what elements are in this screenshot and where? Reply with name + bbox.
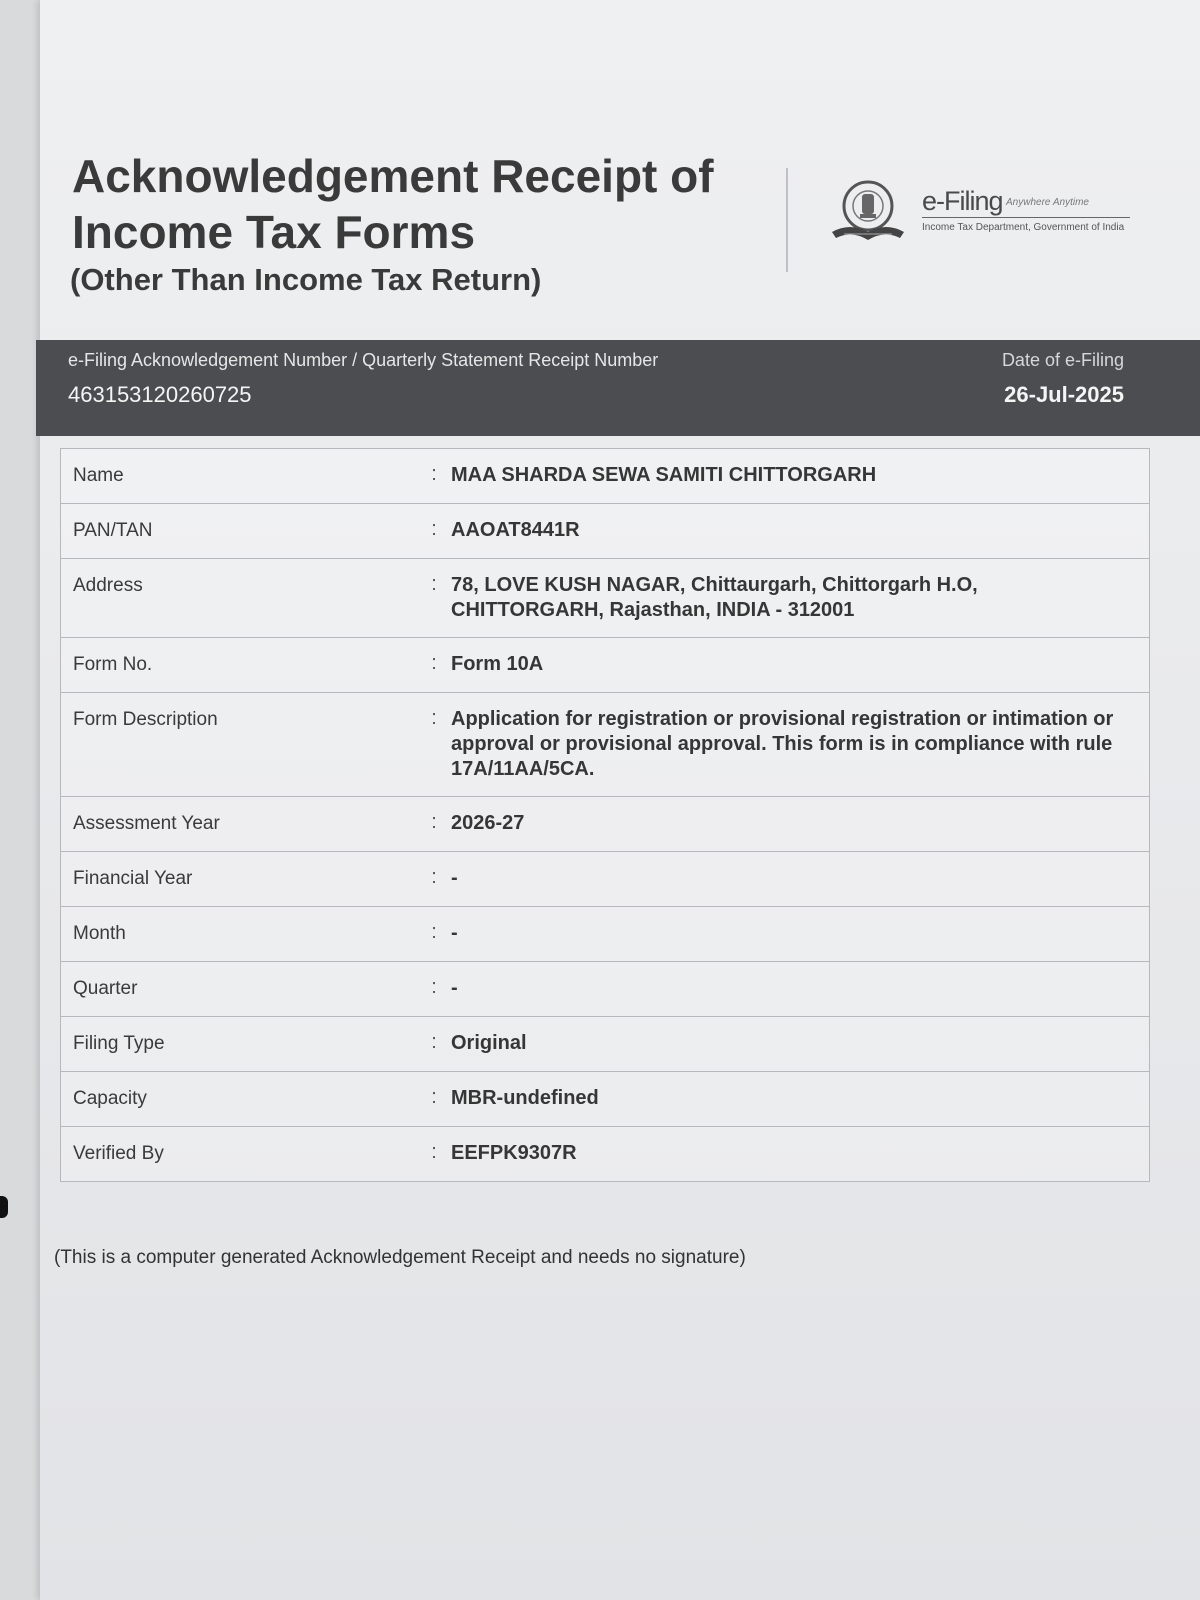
detail-label: Name xyxy=(73,465,124,486)
detail-label: Financial Year xyxy=(73,868,193,889)
detail-label: Quarter xyxy=(73,978,138,999)
detail-separator: : xyxy=(431,1031,437,1053)
detail-value: 2026-27 xyxy=(451,812,525,834)
detail-label: Capacity xyxy=(73,1088,147,1109)
detail-value: - xyxy=(451,977,458,999)
acknowledgement-banner xyxy=(36,340,1200,436)
detail-separator: : xyxy=(431,463,437,485)
detail-separator: : xyxy=(431,707,437,729)
detail-separator: : xyxy=(431,976,437,998)
detail-row-assessment-year xyxy=(61,796,1149,851)
detail-separator: : xyxy=(431,1141,437,1163)
detail-value: - xyxy=(451,867,458,889)
detail-value: Original xyxy=(451,1032,527,1054)
detail-row-month xyxy=(61,906,1149,961)
detail-separator: : xyxy=(431,1086,437,1108)
detail-label: Address xyxy=(73,575,143,596)
detail-value: Form 10A xyxy=(451,653,544,675)
detail-label: Form Description xyxy=(73,709,218,730)
detail-label: Filing Type xyxy=(73,1033,165,1054)
detail-separator: : xyxy=(431,652,437,674)
filing-date-label: Date of e-Filing xyxy=(1001,350,1124,370)
header-divider xyxy=(786,168,788,272)
brand-name: e-Filing xyxy=(922,186,1003,216)
detail-separator: : xyxy=(431,518,437,540)
state-emblem-icon xyxy=(830,180,914,250)
detail-row-quarter xyxy=(61,961,1149,1016)
detail-row-financial-year xyxy=(61,851,1149,906)
ack-number-label: e-Filing Acknowledgement Number / Quarterly Statement Receipt Number xyxy=(68,350,659,370)
detail-row-pan xyxy=(61,503,1149,558)
detail-separator: : xyxy=(431,921,437,943)
brand-tagline: Anywhere Anytime xyxy=(1006,197,1089,208)
details-table xyxy=(60,448,1150,1182)
filing-date: 26-Jul-2025 xyxy=(1004,382,1124,407)
detail-row-address xyxy=(61,558,1149,637)
detail-value: AAOAT8441R xyxy=(451,519,580,541)
brand-underline xyxy=(922,217,1130,218)
detail-label: Form No. xyxy=(73,654,153,675)
detail-row-form-description xyxy=(61,692,1149,796)
efiling-logo xyxy=(830,180,1130,260)
detail-value: Application for registration or provisional registration or intimation or approval or provisional approval. This form is in compliance with rule 17A/11AA/5CA. xyxy=(451,708,1114,780)
detail-label: PAN/TAN xyxy=(73,520,153,541)
detail-value: EEFPK9307R xyxy=(451,1142,577,1164)
detail-label: Month xyxy=(73,923,126,944)
ack-number: 463153120260725 xyxy=(68,382,252,407)
detail-separator: : xyxy=(431,866,437,888)
detail-label: Verified By xyxy=(73,1143,164,1164)
detail-value: MAA SHARDA SEWA SAMITI CHITTORGARH xyxy=(451,464,877,486)
detail-row-filing-type xyxy=(61,1016,1149,1071)
page-title: Acknowledgement Receipt of Income Tax Forms xyxy=(72,150,714,258)
detail-row-capacity xyxy=(61,1071,1149,1126)
detail-separator: : xyxy=(431,811,437,833)
detail-row-name xyxy=(61,449,1149,503)
detail-value: - xyxy=(451,922,458,944)
page-subtitle: (Other Than Income Tax Return) xyxy=(70,262,542,297)
detail-value: MBR-undefined xyxy=(451,1087,599,1109)
page-edge-mark xyxy=(0,1196,8,1218)
detail-row-form-no xyxy=(61,637,1149,692)
detail-separator: : xyxy=(431,573,437,595)
brand-department: Income Tax Department, Government of India xyxy=(922,222,1125,233)
detail-row-verified-by xyxy=(61,1126,1149,1181)
detail-label: Assessment Year xyxy=(73,813,220,834)
footnote: (This is a computer generated Acknowledgement Receipt and needs no signature) xyxy=(54,1247,746,1268)
detail-value: 78, LOVE KUSH NAGAR, Chittaurgarh, Chittorgarh H.O, CHITTORGARH, Rajasthan, INDIA - 312001 xyxy=(451,574,978,621)
